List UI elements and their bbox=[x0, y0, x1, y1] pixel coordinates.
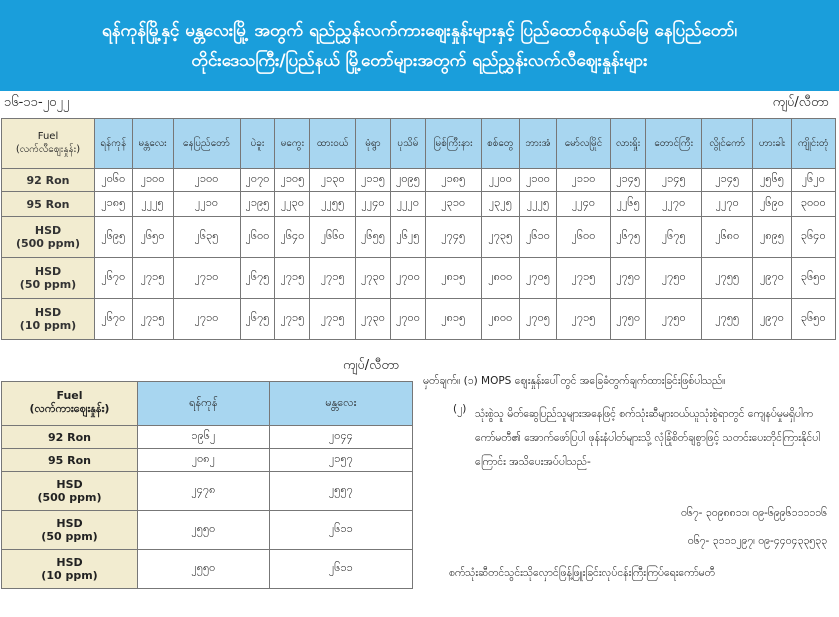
price-cell: ၂၁၀၅ bbox=[275, 169, 310, 192]
price-cell: ၂၇၄၅ bbox=[425, 217, 481, 258]
price-cell: ၂၂၅၅ bbox=[310, 192, 356, 217]
price-cell: ၂၁၀၀ bbox=[173, 169, 240, 192]
price-cell: ၂၈၀၀ bbox=[481, 258, 519, 299]
price-cell: ၂၄၇၈ bbox=[138, 472, 270, 511]
price-cell: ၂၇၃၀ bbox=[356, 299, 391, 340]
city-header: ပဲခူး bbox=[240, 119, 275, 169]
price-cell: ၂၆၉၀ bbox=[753, 192, 791, 217]
fuel-type-label: 92 Ron bbox=[2, 426, 138, 449]
city-header: ဘားအံ bbox=[520, 119, 557, 169]
unit-label: ကျပ်/လီတာ bbox=[772, 95, 829, 110]
price-cell: ၂၅၅၇ bbox=[269, 472, 412, 511]
fuel-type-label: HSD (10 ppm) bbox=[2, 299, 95, 340]
price-cell: ၂၆၀၀ bbox=[240, 217, 275, 258]
city-header: မကွေး bbox=[275, 119, 310, 169]
wholesale-price-table bbox=[1, 381, 413, 589]
price-cell: ၂၃၁၀ bbox=[425, 192, 481, 217]
city-header: ကျိုင်းတုံ bbox=[791, 119, 835, 169]
price-cell: ၂၇၅၀ bbox=[646, 258, 702, 299]
price-cell: ၂၆၀၀ bbox=[557, 217, 611, 258]
city-header: နေပြည်တော် bbox=[173, 119, 240, 169]
price-cell: ၂၁၄၅ bbox=[610, 169, 645, 192]
price-cell: ၂၇၁၅ bbox=[275, 258, 310, 299]
price-cell: ၂၆၁၁ bbox=[269, 511, 412, 550]
city-header: မုံရွာ bbox=[356, 119, 391, 169]
retail-price-table bbox=[1, 118, 836, 340]
committee-footer: စက်သုံးဆီတင်သွင်းသိုလှောင်ဖြန့်ဖြူးခြင်းလုပ်ငန်းကြီးကြပ်ရေးကော်မတီ bbox=[449, 567, 715, 579]
price-cell: ၂၁၉၅ bbox=[240, 192, 275, 217]
price-cell: ၂၅၆၅ bbox=[753, 169, 791, 192]
price-cell: ၂၆၃၅ bbox=[173, 217, 240, 258]
price-cell: ၂၆၇၅ bbox=[240, 299, 275, 340]
price-cell: ၂၂၄၀ bbox=[557, 192, 611, 217]
price-cell: ၂၁၅၇ bbox=[269, 449, 412, 472]
price-cell: ၂၇၁၅ bbox=[310, 258, 356, 299]
city-header: မြစ်ကြီးနား bbox=[425, 119, 481, 169]
price-cell: ၂၁၈၅ bbox=[425, 169, 481, 192]
price-cell: ၂၇၀၅ bbox=[520, 258, 557, 299]
price-cell: ၂၅၅၀ bbox=[138, 511, 270, 550]
price-cell: ၂၂၆၅ bbox=[610, 192, 645, 217]
price-cell: ၂၇၀၀ bbox=[390, 299, 425, 340]
price-cell: ၂၆၈၀ bbox=[702, 217, 753, 258]
price-cell: ၂၀၄၄ bbox=[269, 426, 412, 449]
price-cell: ၂၈၁၅ bbox=[425, 299, 481, 340]
price-cell: ၂၆၇၀ bbox=[95, 258, 133, 299]
price-cell: ၂၂၄၀ bbox=[356, 192, 391, 217]
price-cell: ၂၁၀၀ bbox=[520, 169, 557, 192]
table-row bbox=[2, 511, 413, 550]
price-cell: ၂၇၅၀ bbox=[610, 258, 645, 299]
fuel-type-label: 92 Ron bbox=[2, 169, 95, 192]
table-row bbox=[2, 169, 836, 192]
table-row bbox=[2, 192, 836, 217]
price-cell: ၂၁၀၀ bbox=[132, 169, 173, 192]
city-header: မန္တလေး bbox=[132, 119, 173, 169]
price-cell: ၂၂၇၀ bbox=[646, 192, 702, 217]
city-header: ဟားခါး bbox=[753, 119, 791, 169]
price-cell: ၂၆၂၀ bbox=[791, 169, 835, 192]
table-row bbox=[2, 449, 413, 472]
fuel-type-label: HSD (50 ppm) bbox=[2, 258, 95, 299]
note-2: သုံးစွဲသူ မိတ်ဆွေပြည်သူများအနေဖြင့် စက်သုံးဆီများဝယ်ယူသုံးစွဲရာတွင် ကျေနပ်မှုမရှိပါက ကော်မတီ၏ အောက်ဖော်ပြပါ ဖုန်းနံပါတ်များသို့ လုံခြုံစိတ်ချစွာဖြင့် သတင်းပေးတိုင်ကြားနိုင်ပါကြောင်း အသိပေးအပ်ပါသည်- bbox=[475, 408, 821, 468]
fuel-type-label: 95 Ron bbox=[2, 449, 138, 472]
price-cell: ၂၇၁၅ bbox=[310, 299, 356, 340]
price-cell: ၃၆၄၀ bbox=[791, 217, 835, 258]
city-header: မော်လမြိုင် bbox=[557, 119, 611, 169]
price-cell: ၂၁၄၅ bbox=[702, 169, 753, 192]
price-cell: ၂၀၉၅ bbox=[390, 169, 425, 192]
price-cell: ၂၁၄၅ bbox=[646, 169, 702, 192]
price-cell: ၃၆၅၀ bbox=[791, 258, 835, 299]
city-header: တောင်ကြီး bbox=[646, 119, 702, 169]
price-cell: ၂၆၉၅ bbox=[95, 217, 133, 258]
fuel-type-label: HSD (500 ppm) bbox=[2, 217, 95, 258]
price-cell: ၂၇၃၀ bbox=[356, 258, 391, 299]
price-cell: ၂၂၂၅ bbox=[132, 192, 173, 217]
unit-label-wholesale: ကျပ်/လီတာ bbox=[343, 358, 400, 373]
fuel-header: Fuel (လက်ကားဈေးနှုန်း) bbox=[2, 382, 138, 426]
price-cell: ၂၆၂၅ bbox=[390, 217, 425, 258]
table-row bbox=[2, 217, 836, 258]
price-cell: ၂၇၁၅ bbox=[557, 258, 611, 299]
note-1: မှတ်ချက်။ (၁) MOPS ဈေးနှုန်းပေါ်တွင် အခြေခံတွက်ချက်ထားခြင်းဖြစ်ပါသည်။ bbox=[423, 375, 726, 387]
city-header: မန္တလေး bbox=[269, 382, 412, 426]
price-cell: ၂၂၃၀ bbox=[275, 192, 310, 217]
title-line-1: ရန်ကုန်မြို့နှင့် မန္တလေးမြို့ အတွက် ရည်ညွှန်းလက်ကားဈေးနှုန်းများနှင့် ပြည်ထောင်စုနယ်မြေ နေပြည်တော်၊ bbox=[101, 20, 738, 41]
table-row bbox=[2, 258, 836, 299]
price-cell: ၂၂၂၅ bbox=[520, 192, 557, 217]
table-row bbox=[2, 550, 413, 589]
price-cell: ၂၇၅၅ bbox=[702, 258, 753, 299]
fuel-type-label: HSD (50 ppm) bbox=[2, 511, 138, 550]
price-cell: ၂၈၁၅ bbox=[425, 258, 481, 299]
price-cell: ၂၇၁၅ bbox=[132, 299, 173, 340]
price-cell: ၂၁၃၀ bbox=[310, 169, 356, 192]
price-cell: ၂၇၁၀ bbox=[173, 299, 240, 340]
fuel-type-label: HSD (500 ppm) bbox=[2, 472, 138, 511]
title-line-2: တိုင်းဒေသကြီး/ပြည်နယ် မြို့တော်များအတွက် ရည်ညွှန်းလက်လီဈေးနှုန်းများ bbox=[191, 50, 648, 71]
price-cell: ၂၇၁၅ bbox=[132, 258, 173, 299]
price-cell: ၂၂၀၀ bbox=[481, 169, 519, 192]
price-cell: ၃၆၅၀ bbox=[791, 299, 835, 340]
price-cell: ၂၆၇၅ bbox=[646, 217, 702, 258]
city-header: လားရှိုး bbox=[610, 119, 645, 169]
price-cell: ၂၀၆၀ bbox=[95, 169, 133, 192]
price-cell: ၂၇၃၅ bbox=[481, 217, 519, 258]
price-cell: ၂၇၅၅ bbox=[702, 299, 753, 340]
price-cell: ၂၃၂၅ bbox=[481, 192, 519, 217]
city-header: ထားဝယ် bbox=[310, 119, 356, 169]
price-cell: ၂၂၂၀ bbox=[390, 192, 425, 217]
price-cell: ၂၆၁၁ bbox=[269, 550, 412, 589]
fuel-header: Fuel (လက်လီဈေးနှုန်း) bbox=[2, 119, 95, 169]
phone-line-1: ၀၆၇- ၃၀၉၈၈၁၁၊ ၀၉-၆၉၉၆၁၁၁၁၁၆ bbox=[680, 507, 827, 519]
price-cell: ၂၈၀၀ bbox=[481, 299, 519, 340]
price-cell: ၂၉၇၀ bbox=[753, 258, 791, 299]
table-row bbox=[2, 472, 413, 511]
city-header: ရန်ကုန် bbox=[138, 382, 270, 426]
phone-line-2: ၀၆၇- ၃၁၁၁၂၉၇၊ ၀၉-၄၄၀၄၃၃၅၃၃ bbox=[687, 535, 827, 547]
price-cell: ၂၀၈၂ bbox=[138, 449, 270, 472]
date-label: ၁၆-၁၁-၂၀၂၂ bbox=[4, 95, 70, 110]
price-cell: ၂၆၅၅ bbox=[356, 217, 391, 258]
city-header: ရန်ကုန် bbox=[95, 119, 133, 169]
fuel-type-label: HSD (10 ppm) bbox=[2, 550, 138, 589]
title-banner bbox=[0, 0, 839, 91]
price-cell: ၂၇၁၀ bbox=[173, 258, 240, 299]
city-header: စစ်တွေ bbox=[481, 119, 519, 169]
price-cell: ၁၉၆၂ bbox=[138, 426, 270, 449]
price-cell: ၂၇၀၀ bbox=[390, 258, 425, 299]
price-cell: ၂၆၇၀ bbox=[95, 299, 133, 340]
price-cell: ၂၇၀၅ bbox=[520, 299, 557, 340]
price-cell: ၂၆၁၀ bbox=[520, 217, 557, 258]
price-cell: ၂၁၈၅ bbox=[95, 192, 133, 217]
price-cell: ၂၆၅၀ bbox=[132, 217, 173, 258]
header-row bbox=[2, 382, 413, 426]
price-cell: ၂၆၆၀ bbox=[310, 217, 356, 258]
price-cell: ၂၆၄၀ bbox=[275, 217, 310, 258]
price-cell: ၂၁၁၀ bbox=[557, 169, 611, 192]
city-header: ပုသိမ် bbox=[390, 119, 425, 169]
price-cell: ၂၇၅၀ bbox=[646, 299, 702, 340]
price-cell: ၂၉၇၀ bbox=[753, 299, 791, 340]
price-cell: ၂၆၇၅ bbox=[240, 258, 275, 299]
price-cell: ၂၇၁၅ bbox=[557, 299, 611, 340]
city-header: လွိုင်ကော် bbox=[702, 119, 753, 169]
price-cell: ၂၇၁၅ bbox=[275, 299, 310, 340]
table-row bbox=[2, 299, 836, 340]
fuel-type-label: 95 Ron bbox=[2, 192, 95, 217]
price-cell: ၂၁၁၅ bbox=[356, 169, 391, 192]
table-row bbox=[2, 426, 413, 449]
price-cell: ၂၅၅၀ bbox=[138, 550, 270, 589]
price-cell: ၃၀၀၀ bbox=[791, 192, 835, 217]
price-cell: ၂၂၁၀ bbox=[173, 192, 240, 217]
note-2-number: (၂) bbox=[453, 403, 467, 415]
price-cell: ၂၈၉၅ bbox=[753, 217, 791, 258]
price-cell: ၂၇၅၀ bbox=[610, 299, 645, 340]
header-row bbox=[2, 119, 836, 169]
price-cell: ၂၂၇၀ bbox=[702, 192, 753, 217]
price-cell: ၂၀၇၀ bbox=[240, 169, 275, 192]
price-cell: ၂၆၇၅ bbox=[610, 217, 645, 258]
